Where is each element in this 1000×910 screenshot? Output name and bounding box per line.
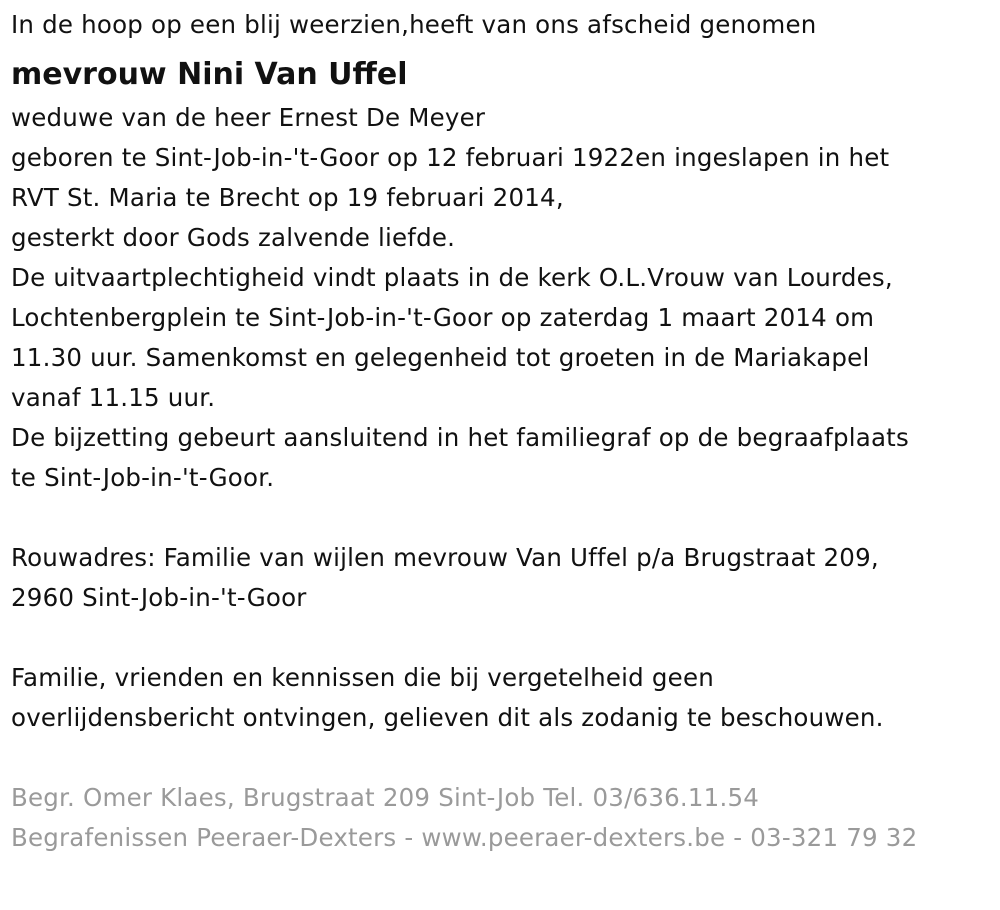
body-line: te Sint-Job-in-'t-Goor. xyxy=(11,463,275,492)
notice-line: overlijdensbericht ontvingen, gelieven dit als zodanig te beschouwen. xyxy=(11,703,884,732)
spacer xyxy=(11,498,991,538)
spacer xyxy=(11,738,991,778)
footer-line: Begrafenissen Peeraer-Dexters - www.peeraer-dexters.be - 03-321 79 32 xyxy=(11,823,918,852)
body-line: Lochtenbergplein te Sint-Job-in-'t-Goor op zaterdag 1 maart 2014 om xyxy=(11,303,875,332)
body-line: gesterkt door Gods zalvende liefde. xyxy=(11,223,456,252)
body-line: 11.30 uur. Samenkomst en gelegenheid tot groeten in de Mariakapel xyxy=(11,343,870,372)
address-line: 2960 Sint-Job-in-'t-Goor xyxy=(11,583,307,612)
body-line: vanaf 11.15 uur. xyxy=(11,383,216,412)
notice-line: Familie, vrienden en kennissen die bij vergetelheid geen xyxy=(11,663,714,692)
body-line: RVT St. Maria te Brecht op 19 februari 2014, xyxy=(11,183,564,212)
body-line: geboren te Sint-Job-in-'t-Goor op 12 februari 1922en ingeslapen in het xyxy=(11,143,890,172)
body-line: De bijzetting gebeurt aansluitend in het familiegraf op de begraafplaats xyxy=(11,423,909,452)
funeral-director-footer xyxy=(11,778,991,858)
deceased-name: mevrouw Nini Van Uffel xyxy=(11,57,408,92)
notice-paragraph xyxy=(11,658,991,738)
body-line: weduwe van de heer Ernest De Meyer xyxy=(11,103,486,132)
body-line: De uitvaartplechtigheid vindt plaats in de kerk O.L.Vrouw van Lourdes, xyxy=(11,263,893,292)
spacer xyxy=(11,618,991,658)
obituary-body xyxy=(11,98,991,498)
obituary-notice xyxy=(11,0,991,858)
mourning-address xyxy=(11,538,991,618)
address-line: Rouwadres: Familie van wijlen mevrouw Van Uffel p/a Brugstraat 209, xyxy=(11,543,879,572)
footer-line: Begr. Omer Klaes, Brugstraat 209 Sint-Job Tel. 03/636.11.54 xyxy=(11,783,760,812)
intro-line: In de hoop op een blij weerzien,heeft van ons afscheid genomen xyxy=(11,10,817,39)
